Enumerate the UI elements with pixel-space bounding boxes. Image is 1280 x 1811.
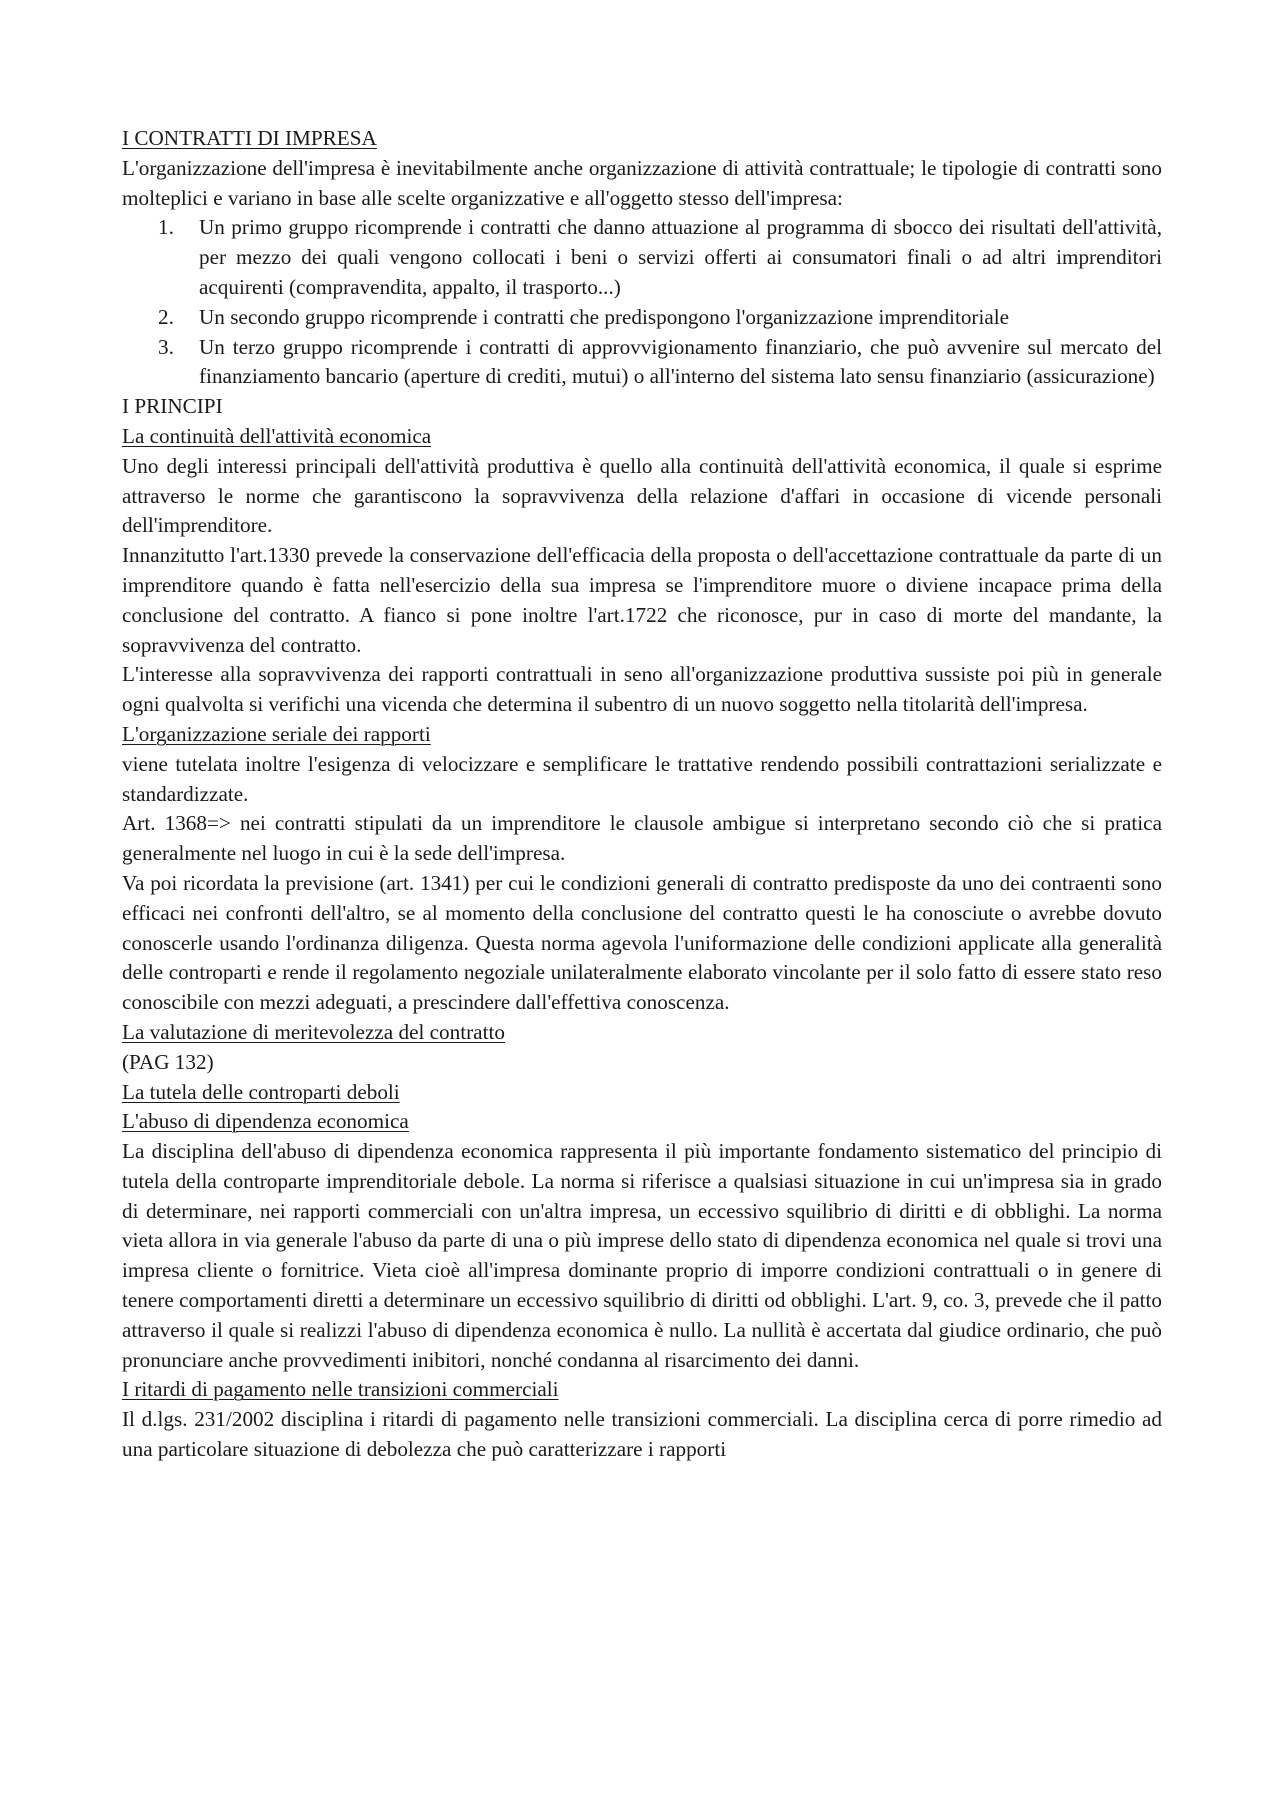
list-item-text: Un primo gruppo ricomprende i contratti che danno attuazione al programma di sbocco dei risultati dell'attività, per mezzo dei quali vengono collocati i beni o servizi offerti ai consumatori finali o ad altri imprenditori acquirenti (compravendita, appalto, il trasporto...) xyxy=(199,215,1162,299)
seriale-heading: L'organizzazione seriale dei rapporti xyxy=(122,721,431,746)
list-item xyxy=(122,333,1162,393)
tutela-heading: La tutela delle controparti deboli xyxy=(122,1079,400,1104)
continuita-paragraph-2: Innanzitutto l'art.1330 prevede la conservazione dell'efficacia della proposta o dell'accettazione contrattuale da parte di un imprenditore quando è fatta nell'esercizio della sua impresa se l'imprenditore muore o diviene incapace prima della conclusione del contratto. A fianco si pone inoltre l'art.1722 che riconosce, pur in caso di morte del mandante, la sopravvivenza del contratto. xyxy=(122,543,1162,657)
list-item-text: Un secondo gruppo ricomprende i contratti che predispongono l'organizzazione imprenditoriale xyxy=(199,304,1010,329)
list-item-number: 2. xyxy=(158,304,174,329)
contract-groups-list xyxy=(122,213,1162,392)
abuso-heading: L'abuso di dipendenza economica xyxy=(122,1109,409,1134)
seriale-paragraph-1: viene tutelata inoltre l'esigenza di velocizzare e semplificare le trattative rendendo possibili contrattazioni serializzate e standardizzate. xyxy=(122,751,1162,806)
meritevolezza-note: (PAG 132) xyxy=(122,1049,214,1074)
list-item-number: 1. xyxy=(158,215,174,240)
meritevolezza-heading: La valutazione di meritevolezza del contratto xyxy=(122,1019,505,1044)
continuita-paragraph-1: Uno degli interessi principali dell'attività produttiva è quello alla continuità dell'attività economica, il quale si esprime attraverso le norme che garantiscono la sopravvivenza della relazione d'affari in occasione di vicende personali dell'imprenditore. xyxy=(122,453,1162,538)
document-page xyxy=(122,124,1162,1465)
seriale-paragraph-3: Va poi ricordata la previsione (art. 1341) per cui le condizioni generali di contratto predisposte da uno dei contraenti sono efficaci nei confronti dell'altro, se al momento della conclusione del contratto questi le ha conosciute o avrebbe dovuto conoscerle usando l'ordinanza diligenza. Questa norma agevola l'uniformazione delle condizioni applicate alla generalità delle controparti e rende il regolamento negoziale unilateralmente elaborato vincolante per il solo fatto di essere stato reso conoscibile con mezzi adeguati, a prescindere dall'effettiva conoscenza. xyxy=(122,870,1162,1015)
list-item xyxy=(122,213,1162,302)
ritardi-paragraph: Il d.lgs. 231/2002 disciplina i ritardi di pagamento nelle transizioni commerciali. La disciplina cerca di porre rimedio ad una particolare situazione di debolezza che può caratterizzare i rapporti xyxy=(122,1407,1162,1462)
list-item-text: Un terzo gruppo ricomprende i contratti di approvvigionamento finanziario, che può avvenire sul mercato del finanziamento bancario (aperture di crediti, mutui) o all'interno del sistema lato sensu finanziario (assicurazione) xyxy=(199,334,1162,389)
ritardi-heading: I ritardi di pagamento nelle transizioni commerciali xyxy=(122,1377,559,1402)
continuita-paragraph-3: L'interesse alla sopravvivenza dei rapporti contrattuali in seno all'organizzazione produttiva sussiste poi più in generale ogni qualvolta si verifichi una vicenda che determina il subentro di un nuovo soggetto nella titolarità dell'impresa. xyxy=(122,662,1162,717)
document-title: I CONTRATTI DI IMPRESA xyxy=(122,126,377,150)
abuso-paragraph: La disciplina dell'abuso di dipendenza economica rappresenta il più importante fondamento sistematico del principio di tutela della controparte imprenditoriale debole. La norma si riferisce a qualsiasi situazione in cui un'impresa sia in grado di determinare, nei rapporti commerciali con un'altra impresa, un eccessivo squilibrio di diritti e di obblighi. La norma vieta allora in via generale l'abuso da parte di una o più imprese dello stato di dipendenza economica nel quale si trovi una impresa cliente o fornitrice. Vieta cioè all'impresa dominante proprio di imporre condizioni contrattuali o in genere di tenere comportamenti diretti a determinare un eccessivo squilibrio di diritti od obblighi. L'art. 9, co. 3, prevede che il patto attraverso il quale si realizzi l'abuso di dipendenza economica è nullo. La nullità è accertata dal giudice ordinario, che può pronunciare anche provvedimenti inibitori, nonché condanna al risarcimento dei danni. xyxy=(122,1139,1162,1372)
intro-paragraph: L'organizzazione dell'impresa è inevitabilmente anche organizzazione di attività contrattuale; le tipologie di contratti sono molteplici e variano in base alle scelte organizzative e all'oggetto stesso dell'impresa: xyxy=(122,155,1162,210)
principi-heading: I PRINCIPI xyxy=(122,394,223,419)
list-item-number: 3. xyxy=(158,334,174,359)
seriale-paragraph-2: Art. 1368=> nei contratti stipulati da un imprenditore le clausole ambigue si interpretano secondo ciò che si pratica generalmente nel luogo in cui è la sede dell'impresa. xyxy=(122,811,1162,866)
list-item xyxy=(122,303,1162,333)
continuita-heading: La continuità dell'attività economica xyxy=(122,423,432,448)
